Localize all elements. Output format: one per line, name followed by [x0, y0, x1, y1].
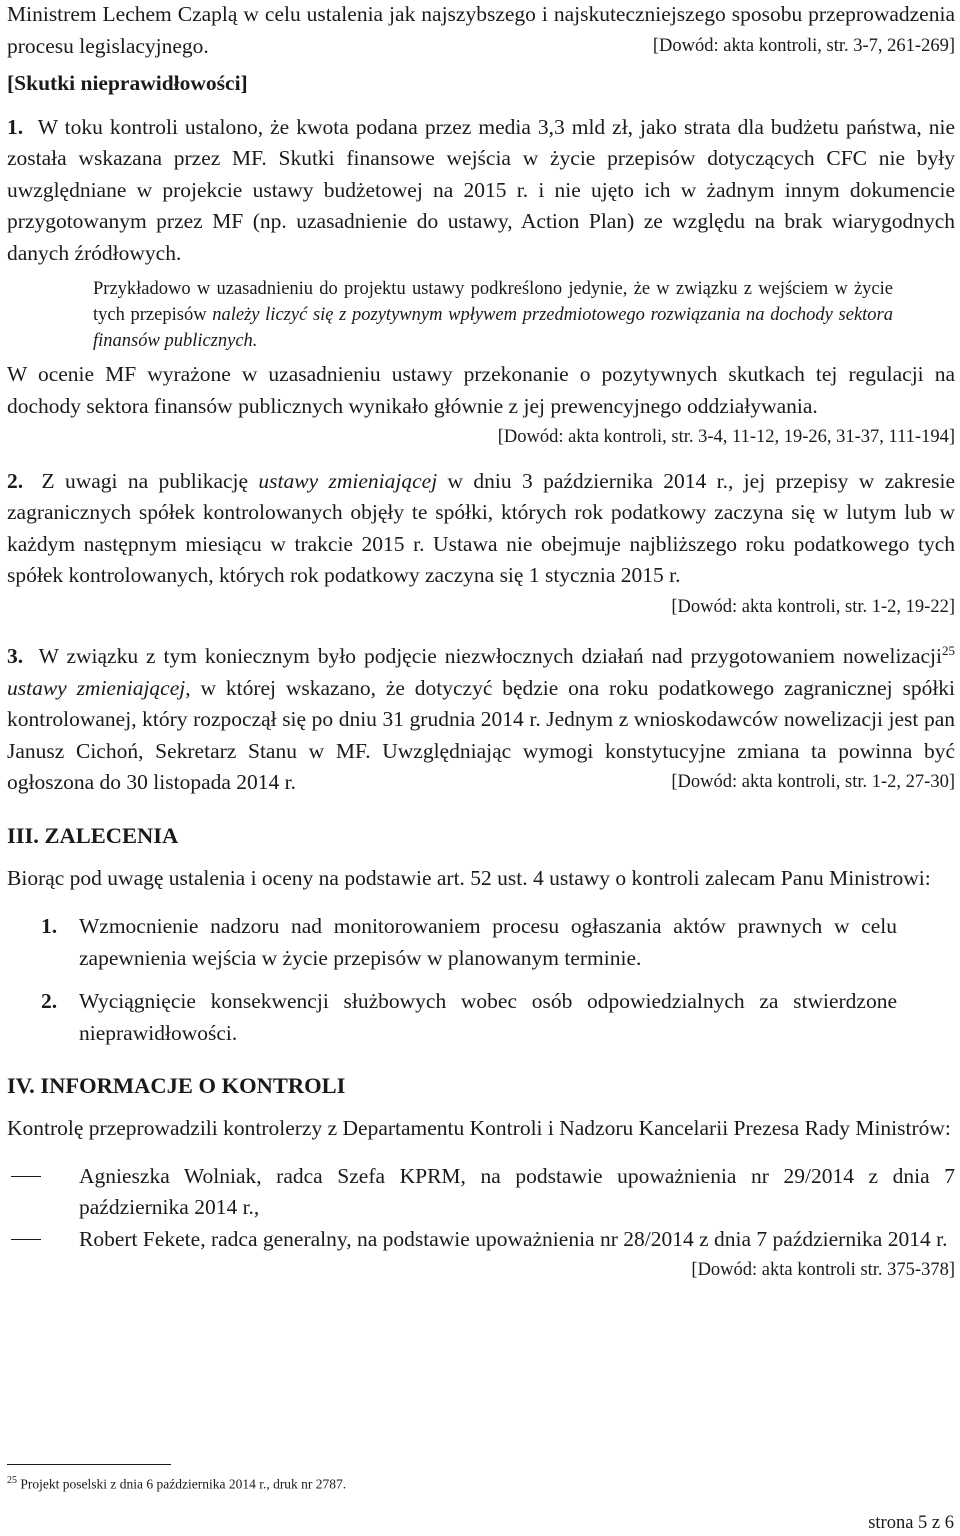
- recommendation-number: 2.: [41, 989, 58, 1014]
- dash-bullet-icon: [11, 1239, 41, 1241]
- footnote-number: 25: [7, 1475, 17, 1486]
- finding-followup-text: W ocenie MF wyrażone w uzasadnieniu ustawy przekonanie o pozytywnych skutkach tej regulacji na dochody sektora finansów publicznych wynikało głównie z jej prewencyjnego oddziaływania.: [7, 362, 955, 418]
- quote-plain-text: Przykładowo w uzasadnieniu do projektu ustawy podkreślono jedynie, że w związku z wejściem w życie tych przepisów: [93, 279, 893, 325]
- intro-text: Ministrem Lechem Czaplą w celu ustalenia jak najszybszego i najskuteczniejszego sposobu przeprowadzenia procesu legislacyjnego.: [7, 2, 955, 58]
- finding-text-pre: Z uwagi na publikację: [41, 468, 249, 493]
- recommendations-intro: Biorąc pod uwagę ustalenia i oceny na podstawie art. 52 ust. 4 ustawy o kontroli zalecam Panu Ministrowi:: [7, 865, 931, 890]
- evidence-reference: [Dowód: akta kontroli, str. 1-2, 19-22]: [671, 596, 955, 617]
- finding-text-italic: ustawy zmieniającej: [258, 468, 438, 493]
- recommendation-item: [7, 911, 955, 974]
- evidence-reference: [Dowód: akta kontroli, str. 3-4, 11-12, 19-26, 31-37, 111-194]: [497, 427, 955, 447]
- page-number: strona 5 z 6: [868, 1513, 954, 1533]
- inspector-text: Robert Fekete, radca generalny, na podstawie upoważnienia nr 28/2014 z dnia 7 października 2014 r.: [79, 1226, 948, 1251]
- recommendation-number: 1.: [41, 914, 58, 939]
- inspector-text: Agnieszka Wolniak, radca Szefa KPRM, na podstawie upoważnienia nr 29/2014 z dnia 7 października 2014 r.,: [79, 1163, 955, 1220]
- inspector-item: [7, 1224, 955, 1287]
- intro-paragraph: [7, 0, 955, 62]
- recommendation-text: Wzmocnienie nadzoru nad monitorowaniem procesu ogłaszania aktów prawnych w celu zapewnienia wejścia w życie przepisów w planowanym terminie.: [79, 914, 897, 970]
- inspectors-list: [7, 1161, 955, 1287]
- recommendation-text: Wyciągnięcie konsekwencji służbowych wobec osób odpowiedzialnych za stwierdzone nieprawidłowości.: [79, 989, 897, 1045]
- footnote-marker: 25: [942, 643, 955, 658]
- section-subheading: [Skutki nieprawidłowości]: [7, 71, 248, 95]
- finding-text-pre: W związku z tym koniecznym było podjęcie niezwłocznych działań nad przygotowaniem nowelizacji: [38, 644, 942, 669]
- finding-number: 2.: [7, 468, 24, 493]
- recommendation-item: [7, 986, 955, 1049]
- finding-1: [7, 112, 955, 454]
- finding-number: 1.: [7, 114, 24, 139]
- footnote-separator: [7, 1464, 171, 1465]
- evidence-reference: [Dowód: akta kontroli, str. 3-7, 261-269]: [652, 35, 955, 56]
- evidence-reference: [Dowód: akta kontroli, str. 1-2, 27-30]: [671, 772, 955, 793]
- control-info-intro: Kontrolę przeprowadzili kontrolerzy z Departamentu Kontroli i Nadzoru Kancelarii Prezesa Rady Ministrów:: [7, 1116, 951, 1141]
- quote-italic-text: należy liczyć się z pozytywnym wpływem przedmiotowego rozwiązania na dochody sektora finansów publicznych.: [93, 305, 894, 351]
- footnote: [7, 1472, 346, 1494]
- footnote-text: Projekt poselski z dnia 6 października 2014 r., druk nr 2787.: [20, 1476, 347, 1492]
- finding-text-post: , w której wskazano, że dotyczyć będzie ona roku podatkowego zagranicznej spółki kontrolowanej, który rozpoczął się po dniu 31 grudnia 2014 r. Jednym z wnioskodawców nowelizacji jest pan Janusz Cichoń, Sekretarz Stanu w MF. Uwzględniając wymogi konstytucyjne zmiana ta powinna być ogłoszona do 30 listopada 2014 r.: [7, 675, 956, 795]
- finding-number: 3.: [7, 644, 24, 669]
- finding-text: W toku kontroli ustalono, że kwota podana przez media 3,3 mld zł, jako strata dla budżetu państwa, nie została wskazana przez MF. Skutki finansowe wejścia w życie przepisów dotyczących CFC nie były uwzględniane w projekcie ustawy budżetowej na 2015 r. i nie ujęto ich w żadnym innym dokumencie przygotowanym przez MF (np. uzasadnienie do ustawy, Action Plan) ze względu na brak wiarygodnych danych źródłowych.: [7, 114, 955, 265]
- finding-text-post: w dniu 3 października 2014 r., jej przepisy w zakresie zagranicznych spółek kontrolowanych objęły te spółki, których rok podatkowy zaczyna się w lutym lub w każdym następnym miesiącu w trakcie 2015 r. Ustawa nie obejmuje najbliższego roku podatkowego tych spółek kontrolowanych, których rok podatkowy zaczyna się 1 stycznia 2015 r.: [7, 468, 956, 587]
- finding-2: [7, 466, 955, 624]
- example-quote: [93, 276, 893, 354]
- recommendations-list: [7, 911, 955, 1049]
- evidence-reference: [Dowód: akta kontroli str. 375-378]: [691, 1260, 955, 1281]
- finding-3: [7, 635, 955, 799]
- finding-text-italic: ustawy zmieniającej: [7, 675, 186, 700]
- inspector-item: [7, 1161, 955, 1224]
- section-heading-recommendations: III. ZALECENIA: [7, 822, 179, 848]
- section-heading-control-info: IV. INFORMACJE O KONTROLI: [7, 1073, 346, 1099]
- document-page: [7, 0, 955, 1287]
- dash-bullet-icon: [11, 1176, 41, 1178]
